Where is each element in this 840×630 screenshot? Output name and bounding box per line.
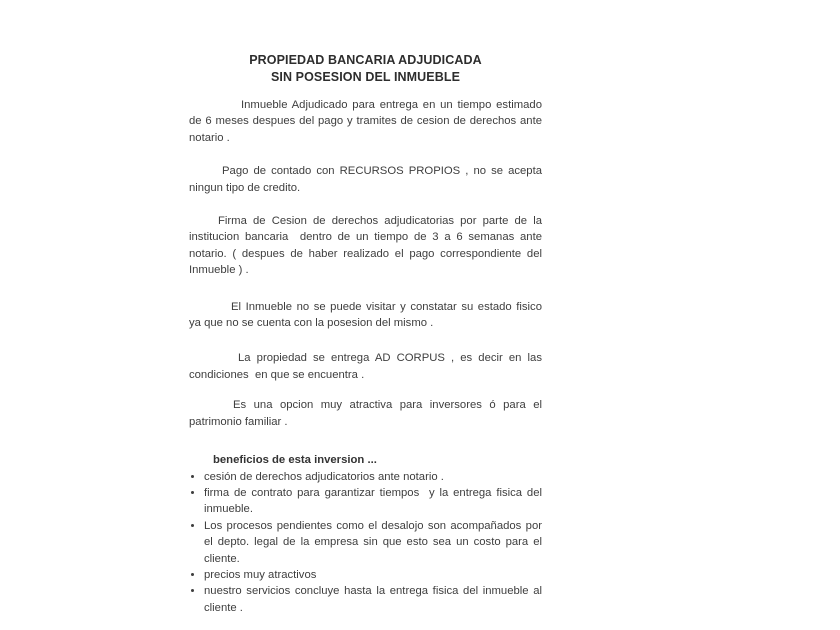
document-title [189,52,542,85]
paragraph-pago-contado: Pago de contado con RECURSOS PROPIOS , no se acepta ningun tipo de credito. [189,165,542,194]
benefits-heading: beneficios de esta inversion ... [213,454,377,467]
paragraph-ad-corpus: La propiedad se entrega AD CORPUS , es decir en las condiciones en que se encuentra . [189,352,542,381]
benefit-item-cesion-derechos: • cesión de derechos adjudicatorios ante notario . [204,469,542,485]
benefit-item-firma-contrato: • firma de contrato para garantizar tiempos y la entrega fisica del inmueble. [204,485,542,518]
benefits-list [189,469,542,617]
document-title-line1: PROPIEDAD BANCARIA ADJUDICADA [249,53,482,67]
paragraph-entrega-tiempo: Inmueble Adjudicado para entrega en un tiempo estimado de 6 meses despues del pago y tramites de cesion de derechos ante notario . [189,99,542,144]
document-content [189,52,542,616]
paragraph-no-visitar: El Inmueble no se puede visitar y constatar su estado fisico ya que no se cuenta con la posesion del mismo . [189,300,542,330]
benefit-item-precios: • precios muy atractivos [204,567,542,583]
document-title-line2: SIN POSESION DEL INMUEBLE [270,69,461,84]
paragraph-opcion-atractiva: Es una opcion muy atractiva para inversores ó para el patrimonio familiar . [189,399,542,428]
benefit-item-servicio-entrega: • nuestro servicios concluye hasta la entrega fisica del inmueble al cliente . [204,583,542,616]
paragraph-firma-cesion: Firma de Cesion de derechos adjudicatorias por parte de la institucion bancaria dentro de un tiempo de 3 a 6 semanas ante notario. ( despues de haber realizado el pago correspondiente del Inmueble ) . [189,215,542,277]
benefit-item-procesos-pendientes: • Los procesos pendientes como el desalojo son acompañados por el depto. legal de la empresa sin que esto sea un costo para el cliente. [204,518,542,567]
